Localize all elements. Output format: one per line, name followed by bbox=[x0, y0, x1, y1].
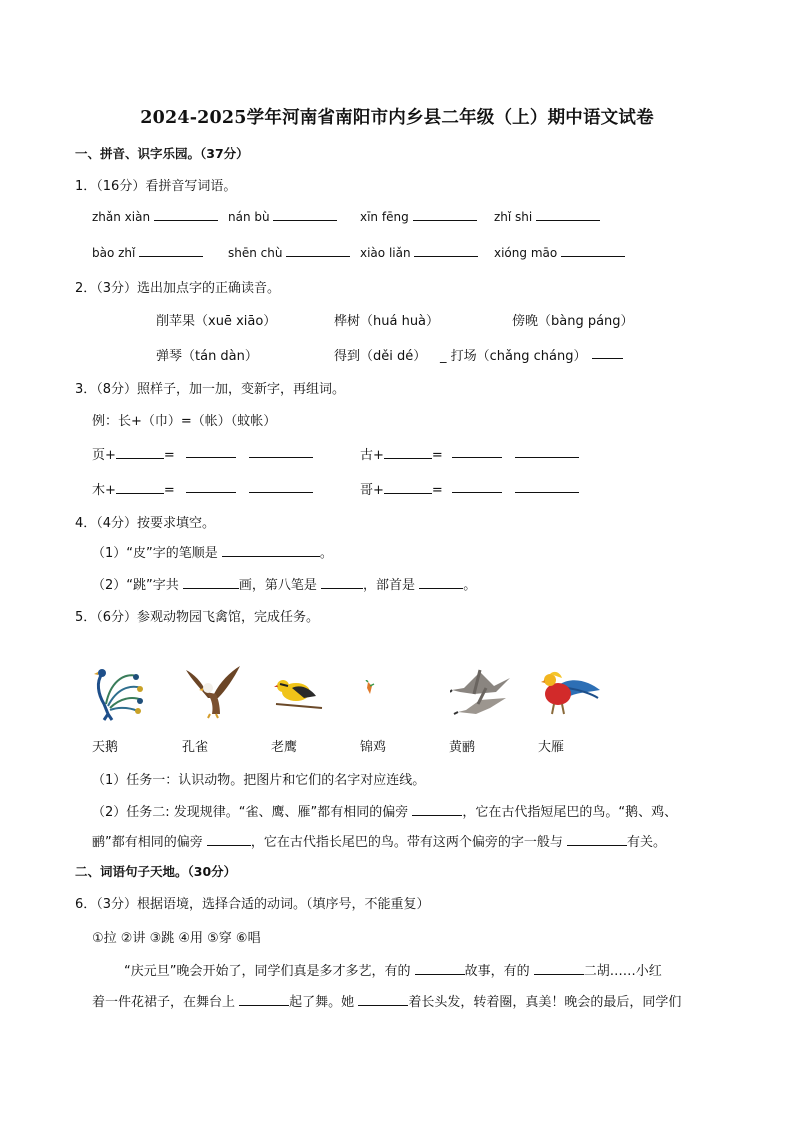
question-5-stem: 5．（6分）参观动物园飞禽馆，完成任务。 bbox=[75, 610, 320, 625]
question-6-stem: 6．（3分）根据语境，选择合适的动词。（填序号，不能重复） bbox=[75, 897, 430, 912]
q1-item bbox=[494, 208, 600, 224]
answer-blank[interactable] bbox=[567, 833, 627, 846]
q6-text: 着一件花裙子，在舞台上 bbox=[92, 995, 236, 1010]
q2-option: 削苹果（xuē xiāo） bbox=[156, 314, 277, 329]
answer-blank[interactable] bbox=[412, 803, 462, 816]
bird-label: 黄鹂 bbox=[449, 740, 476, 755]
answer-blank[interactable] bbox=[515, 492, 579, 493]
q5-text: ，它在古代指短尾巴的鸟。“鹅、鸡、 bbox=[462, 805, 678, 820]
eagle-image bbox=[184, 664, 242, 720]
answer-blank[interactable] bbox=[207, 833, 251, 846]
answer-blank[interactable] bbox=[534, 962, 584, 975]
q1-item bbox=[228, 244, 350, 260]
q1-item bbox=[228, 208, 337, 224]
equals-sign: = bbox=[163, 448, 175, 463]
answer-blank[interactable] bbox=[358, 993, 408, 1006]
golden-pheasant-image bbox=[540, 668, 600, 716]
small-bird-image bbox=[364, 680, 376, 696]
pinyin: zhǐ shi bbox=[494, 210, 533, 224]
q3-example: 例：长+（巾）=（帐）（蚊帐） bbox=[92, 414, 277, 429]
pinyin: nán bù bbox=[228, 210, 270, 224]
q1-item bbox=[494, 244, 625, 260]
answer-blank[interactable] bbox=[154, 208, 218, 221]
pinyin: xīn fēng bbox=[360, 210, 409, 224]
answer-blank[interactable] bbox=[415, 962, 465, 975]
pinyin: bào zhǐ bbox=[92, 246, 136, 260]
bird-label: 老鹰 bbox=[271, 740, 298, 755]
q4-text: 画，第八笔是 bbox=[238, 578, 317, 593]
answer-blank[interactable] bbox=[139, 244, 203, 257]
bird-label: 孔雀 bbox=[182, 740, 209, 755]
char-plus: 页+ bbox=[92, 448, 116, 463]
answer-blank[interactable] bbox=[321, 576, 363, 589]
answer-blank[interactable] bbox=[419, 576, 463, 589]
char-plus: 古+ bbox=[360, 448, 384, 463]
equals-sign: = bbox=[431, 483, 443, 498]
q2-option: 弹琴（tán dàn） bbox=[156, 349, 258, 364]
pinyin: xióng māo bbox=[494, 246, 558, 260]
q3-item bbox=[360, 444, 443, 463]
q4-text: 。 bbox=[463, 578, 477, 593]
question-4-stem: 4．（4分）按要求填空。 bbox=[75, 516, 216, 531]
q2-option: 傍晚（bàng páng） bbox=[512, 314, 634, 329]
answer-blank[interactable] bbox=[515, 457, 579, 458]
bird-label: 大雁 bbox=[538, 740, 565, 755]
section-heading-2: 二、词语句子天地。（30分） bbox=[75, 864, 237, 879]
question-1-stem: 1．（16分）看拼音写词语。 bbox=[75, 179, 237, 194]
q2-option: _ 打场（chǎng cháng） bbox=[440, 349, 587, 364]
answer-blank[interactable] bbox=[452, 457, 502, 458]
answer-blank[interactable] bbox=[413, 208, 477, 221]
answer-blank[interactable] bbox=[183, 576, 239, 589]
answer-blank[interactable] bbox=[561, 244, 625, 257]
q4-line-1 bbox=[92, 542, 333, 561]
answer-blank[interactable] bbox=[222, 544, 320, 557]
q5-task-2-line-2 bbox=[92, 831, 666, 850]
answer-blank[interactable] bbox=[186, 457, 236, 458]
q5-task-2-line-1 bbox=[92, 801, 677, 820]
q2-option: 得到（děi dé） bbox=[334, 349, 427, 364]
q6-text: “庆元旦”晚会开始了，同学们真是多才多艺，有的 bbox=[124, 964, 411, 979]
q1-item bbox=[360, 208, 477, 224]
answer-blank[interactable] bbox=[273, 208, 337, 221]
q4-text: （2）“跳”字共 bbox=[92, 578, 179, 593]
q6-paragraph-line-2 bbox=[92, 991, 681, 1010]
q6-options: ①拉 ②讲 ③跳 ④用 ⑤穿 ⑥唱 bbox=[92, 931, 261, 946]
section-heading-1: 一、拼音、识字乐园。（37分） bbox=[75, 146, 249, 161]
pinyin: shēn chù bbox=[228, 246, 283, 260]
q4-text: 。 bbox=[319, 546, 333, 561]
char-plus: 木+ bbox=[92, 483, 116, 498]
geese-image bbox=[450, 664, 512, 720]
q3-item bbox=[92, 479, 175, 498]
q6-text: 着长头发，转着圈，真美！晚会的最后，同学们 bbox=[408, 995, 682, 1010]
q6-paragraph-line-1 bbox=[124, 960, 662, 979]
answer-blank[interactable] bbox=[239, 993, 289, 1006]
answer-blank[interactable] bbox=[384, 481, 432, 494]
answer-blank[interactable] bbox=[536, 208, 600, 221]
q1-item bbox=[92, 244, 203, 260]
answer-blank[interactable] bbox=[384, 446, 432, 459]
pinyin: zhǎn xiàn bbox=[92, 210, 151, 224]
q5-text: ，它在古代指长尾巴的鸟。带有这两个偏旁的字一般与 bbox=[250, 835, 563, 850]
q2-option: 桦树（huá huà） bbox=[334, 314, 440, 329]
q1-item bbox=[360, 244, 478, 260]
q5-text: （2）任务二: 发现规律。“雀、鹰、雁”都有相同的偏旁 bbox=[92, 805, 409, 820]
q3-item bbox=[360, 479, 443, 498]
answer-blank[interactable] bbox=[452, 492, 502, 493]
char-plus: 哥+ bbox=[360, 483, 384, 498]
q4-line-2 bbox=[92, 574, 476, 593]
equals-sign: = bbox=[431, 448, 443, 463]
q5-text: 有关。 bbox=[627, 835, 667, 850]
q3-item bbox=[92, 444, 175, 463]
answer-blank[interactable] bbox=[186, 492, 236, 493]
answer-blank[interactable] bbox=[286, 244, 350, 257]
answer-blank[interactable] bbox=[116, 446, 164, 459]
q5-task-1: （1）任务一：认识动物。把图片和它们的名字对应连线。 bbox=[92, 773, 426, 788]
answer-blank[interactable] bbox=[116, 481, 164, 494]
oriole-image bbox=[274, 672, 324, 712]
question-2-stem: 2．（3分）选出加点字的正确读音。 bbox=[75, 281, 281, 296]
answer-blank[interactable] bbox=[249, 457, 313, 458]
q5-text: 鹂”都有相同的偏旁 bbox=[92, 835, 203, 850]
answer-blank[interactable] bbox=[592, 358, 623, 359]
peacock-image bbox=[92, 664, 146, 722]
page-title: 2024-2025学年河南省南阳市内乡县二年级（上）期中语文试卷 bbox=[140, 108, 654, 128]
answer-blank[interactable] bbox=[414, 244, 478, 257]
question-3-stem: 3．（8分）照样子，加一加，变新字，再组词。 bbox=[75, 382, 346, 397]
q6-text: 起了舞。她 bbox=[289, 995, 355, 1010]
bird-label: 天鹅 bbox=[92, 740, 119, 755]
q6-text: 二胡……小红 bbox=[583, 964, 662, 979]
pinyin: xiào liǎn bbox=[360, 246, 411, 260]
q6-text: 故事，有的 bbox=[464, 964, 530, 979]
bird-label: 锦鸡 bbox=[360, 740, 387, 755]
q4-text: （1）“皮”字的笔顺是 bbox=[92, 546, 218, 561]
answer-blank[interactable] bbox=[249, 492, 313, 493]
q1-item bbox=[92, 208, 218, 224]
equals-sign: = bbox=[163, 483, 175, 498]
q4-text: ，部首是 bbox=[363, 578, 416, 593]
